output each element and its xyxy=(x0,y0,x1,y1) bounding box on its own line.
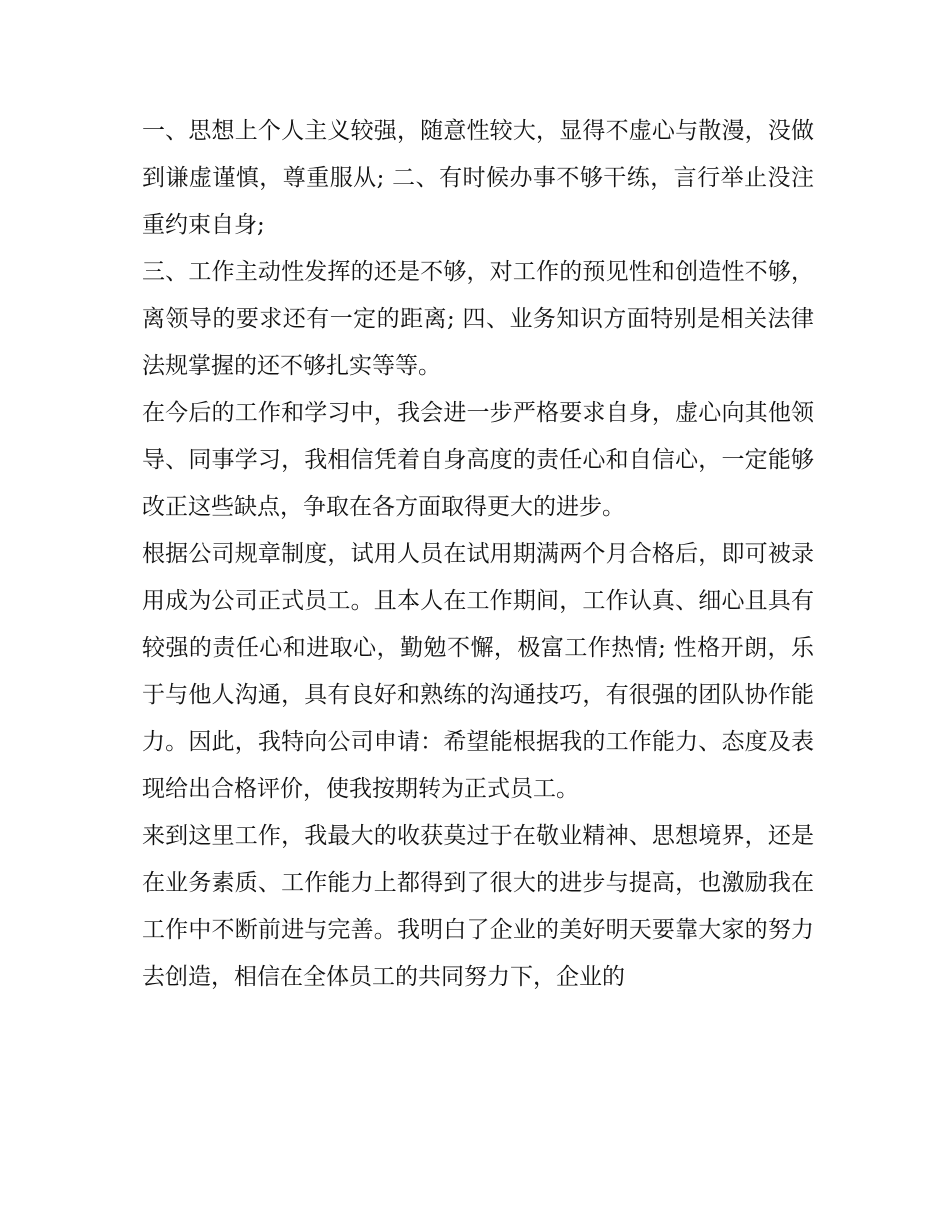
paragraph-probation-application: 根据公司规章制度，试用人员在试用期满两个月合格后，即可被录用成为公司正式员工。且本人在工作期间，工作认真、细心且具有较强的责任心和进取心，勤勉不懈，极富工作热情; 性格开朗，乐于与他人沟通，具有良好和熟练的沟通技巧，有很强的团队协作能力。因此，我特向公司申请：希望能根据我的工作能力、态度及表现给出合格评价，使我按期转为正式员工。 xyxy=(142,541,814,802)
document-body xyxy=(142,108,814,1001)
paragraph-shortcomings-1-2: 一、思想上个人主义较强，随意性较大，显得不虚心与散漫，没做到谦虚谨慎，尊重服从; 二、有时候办事不够干练，言行举止没注重约束自身; xyxy=(142,118,814,238)
paragraph-future-plan: 在今后的工作和学习中，我会进一步严格要求自身，虚心向其他领导、同事学习，我相信凭着自身高度的责任心和自信心，一定能够改正这些缺点，争取在各方面取得更大的进步。 xyxy=(142,400,814,520)
paragraph-shortcomings-3-4: 三、工作主动性发挥的还是不够，对工作的预见性和创造性不够，离领导的要求还有一定的距离; 四、业务知识方面特别是相关法律法规掌握的还不够扎实等等。 xyxy=(142,259,814,379)
paragraph-gains: 来到这里工作，我最大的收获莫过于在敬业精神、思想境界，还是在业务素质、工作能力上都得到了很大的进步与提高，也激励我在工作中不断前进与完善。我明白了企业的美好明天要靠大家的努力去创造，相信在全体员工的共同努力下，企业的 xyxy=(142,823,814,990)
